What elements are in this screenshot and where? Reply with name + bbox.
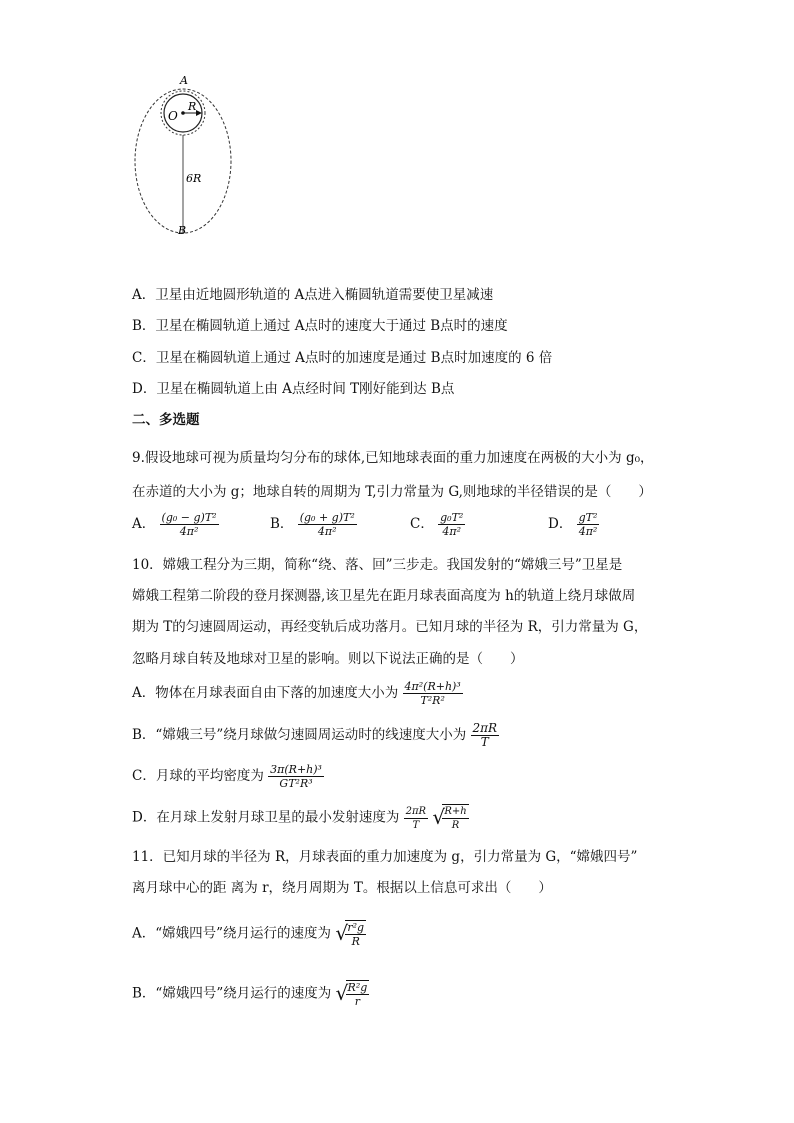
q11-a-num: r²g [347, 921, 365, 934]
q10-d-sqrt-fraction [442, 805, 468, 832]
label-6R: 6R [186, 172, 202, 185]
q10-stem-line3: 期为 T的匀速圆周运动，再经变轨后成功落月。已知月球的半径为 R，引力常量为 G， [132, 619, 648, 635]
q9-option-d [548, 511, 599, 538]
q10-option-a-fraction [403, 680, 463, 707]
q9-d-den: 4π² [578, 525, 598, 538]
q10-option-d-fraction [404, 805, 428, 832]
q10-option-b [132, 722, 499, 749]
q10-d-sqrt-num: R+h [444, 806, 467, 817]
sqrt-sign: √ [335, 981, 349, 1005]
q9-a-num: (g₀ − g)T² [161, 511, 217, 524]
q10-b-den: T [480, 735, 489, 749]
radius-arrowhead [196, 110, 202, 116]
q11-b-fraction [346, 981, 370, 1008]
q8-option-c: C．卫星在椭圆轨道上通过 A点时的加速度是通过 B点时加速度的 6 倍 [132, 350, 553, 366]
q9-b-den: 4π² [317, 525, 337, 538]
q11-option-b-sqrt [336, 980, 370, 1008]
q10-a-num: 4π²(R+h)³ [404, 680, 461, 693]
q8-option-a: A．卫星由近地圆形轨道的 A点进入椭圆轨道需要使卫星减速 [132, 287, 494, 303]
q10-b-num: 2πR [472, 721, 498, 735]
q10-c-num: 3π(R+h)³ [270, 763, 322, 776]
q9-option-c-label: C． [410, 516, 434, 532]
q10-option-d [132, 804, 469, 832]
q9-c-num: g₀T² [440, 511, 464, 524]
q9-option-a-fraction [160, 511, 219, 538]
q10-option-b-text: B．“嫦娥三号”绕月球做匀速圆周运动时的线速度大小为 [132, 727, 467, 743]
q9-option-d-label: D． [548, 516, 573, 532]
q11-option-b [132, 980, 369, 1008]
q11-a-fraction [345, 921, 366, 948]
sqrt-sign: √ [432, 805, 446, 829]
q10-option-a [132, 680, 463, 707]
sqrt-sign: √ [335, 921, 349, 945]
q9-option-b [270, 511, 357, 538]
q10-a-den: T²R² [420, 694, 445, 707]
label-B: B [178, 224, 187, 237]
label-A: A [180, 74, 188, 87]
q9-d-num: gT² [578, 511, 598, 524]
q10-stem-line1: 10．嫦娥工程分为三期，简称“绕、落、回”三步走。我国发射的“嫦娥三号”卫星是 [132, 557, 623, 573]
q10-d-num: 2πR [405, 805, 427, 817]
q10-stem-line4: 忽略月球自转及地球对卫星的影响。则以下说法正确的是（ ） [132, 651, 524, 667]
q11-a-den: R [351, 935, 360, 948]
q9-option-a [132, 511, 219, 538]
q10-option-a-text: A．物体在月球表面自由下落的加速度大小为 [132, 685, 399, 701]
q10-option-c-text: C．月球的平均密度为 [132, 768, 264, 784]
q9-option-c-fraction [438, 511, 465, 538]
q11-option-a [132, 920, 366, 948]
q9-option-b-label: B． [270, 516, 294, 532]
q9-option-d-fraction [577, 511, 600, 538]
q10-d-den: T [412, 819, 420, 831]
q10-option-b-fraction [471, 722, 500, 749]
q11-b-den: r [354, 995, 361, 1008]
q9-option-a-label: A． [132, 516, 156, 532]
q10-option-c-fraction [268, 763, 324, 790]
q9-stem-line2: 在赤道的大小为 g；地球自转的周期为 T,引力常量为 G,则地球的半径错误的是（ ） [132, 484, 652, 500]
q9-a-den: 4π² [179, 525, 199, 538]
q11-stem-line2: 离月球中心的距 离为 r，绕月周期为 T。根据以上信息可求出（ ） [132, 880, 552, 896]
q9-c-den: 4π² [442, 525, 462, 538]
q10-option-d-sqrt [432, 804, 468, 832]
q8-option-d: D．卫星在椭圆轨道上由 A点经时间 T刚好能到达 B点 [132, 381, 455, 397]
section-heading: 二、多选题 [132, 412, 200, 428]
q10-stem-line2: 嫦娥工程第二阶段的登月探测器,该卫星先在距月球表面高度为 h的轨道上绕月球做周 [132, 588, 636, 604]
q10-c-den: GT²R³ [279, 777, 313, 790]
q10-option-d-text: D．在月球上发射月球卫星的最小发射速度为 [132, 809, 400, 826]
orbit-figure [120, 70, 250, 240]
q9-b-num: (g₀ + g)T² [299, 511, 355, 524]
q10-d-sqrt-den: R [451, 820, 460, 831]
q11-option-a-sqrt [335, 920, 366, 948]
label-R: R [188, 100, 197, 113]
q9-stem-line1: 9.假设地球可视为质量均匀分布的球体,已知地球表面的重力加速度在两极的大小为 g₀， [132, 450, 654, 466]
q11-stem-line1: 11．已知月球的半径为 R，月球表面的重力加速度为 g，引力常量为 G，“嫦娥四号” [132, 849, 638, 865]
q11-option-a-text: A．“嫦娥四号”绕月运行的速度为 [132, 925, 332, 942]
q9-option-b-fraction [298, 511, 357, 538]
q10-option-c [132, 763, 324, 790]
label-O: O [168, 109, 178, 123]
q9-option-c [410, 511, 465, 538]
q8-option-b: B．卫星在椭圆轨道上通过 A点时的速度大于通过 B点时的速度 [132, 318, 508, 334]
q11-option-b-text: B．“嫦娥四号”绕月运行的速度为 [132, 985, 332, 1002]
q11-b-num: R²g [347, 981, 368, 994]
